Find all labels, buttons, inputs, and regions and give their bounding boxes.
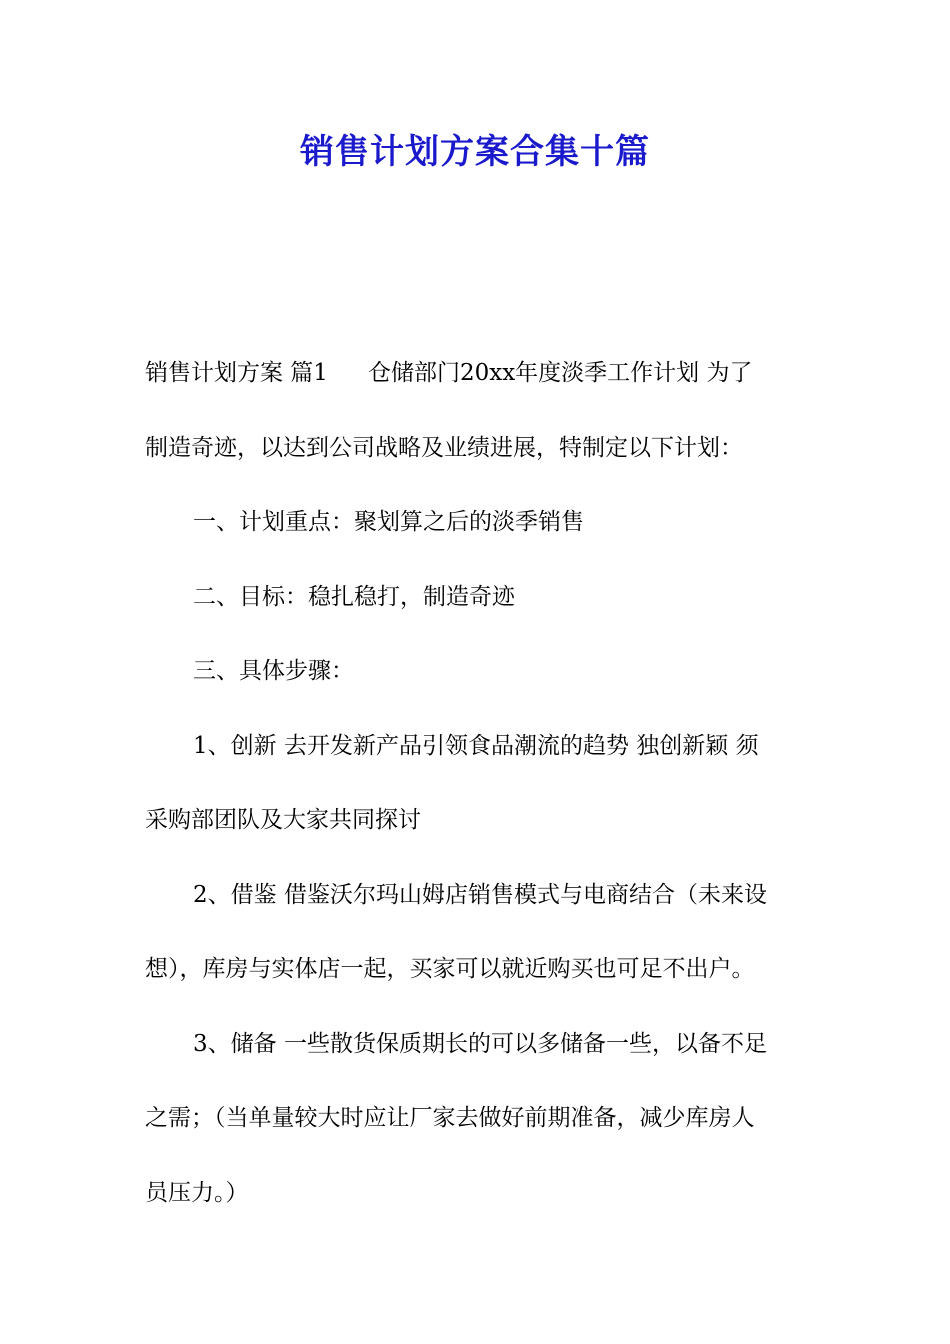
section-heading: 销售计划方案 篇1	[145, 360, 328, 386]
paragraph-line: 想），库房与实体店一起，买家可以就近购买也可足不出户。	[145, 956, 755, 982]
paragraph-line: 之需；（当单量较大时应让厂家去做好前期准备，减少库房人	[145, 1105, 755, 1131]
paragraph-line: 一、计划重点：聚划算之后的淡季销售	[193, 509, 584, 535]
section-subtitle: 仓储部门20xx年度淡季工作计划 为了	[367, 360, 753, 386]
intro-line	[145, 336, 810, 411]
paragraph-line: 三、具体步骤：	[193, 658, 354, 684]
paragraph-line: 采购部团队及大家共同探讨	[145, 807, 421, 833]
document-body	[145, 336, 810, 1230]
paragraph-line: 员压力。）	[145, 1179, 249, 1206]
paragraph-line: 3、储备 一些散货保质期长的可以多储备一些，以备不足	[193, 1030, 767, 1057]
paragraph-line: 二、目标：稳扎稳打，制造奇迹	[193, 583, 515, 610]
paragraph-line: 1、创新 去开发新产品引领食品潮流的趋势 独创新颖 须	[193, 732, 759, 759]
paragraph-line: 2、借鉴 借鉴沃尔玛山姆店销售模式与电商结合（未来设	[193, 881, 767, 908]
document-title: 销售计划方案合集十篇	[300, 132, 650, 172]
paragraph-line: 制造奇迹，以达到公司战略及业绩进展，特制定以下计划：	[145, 434, 743, 461]
